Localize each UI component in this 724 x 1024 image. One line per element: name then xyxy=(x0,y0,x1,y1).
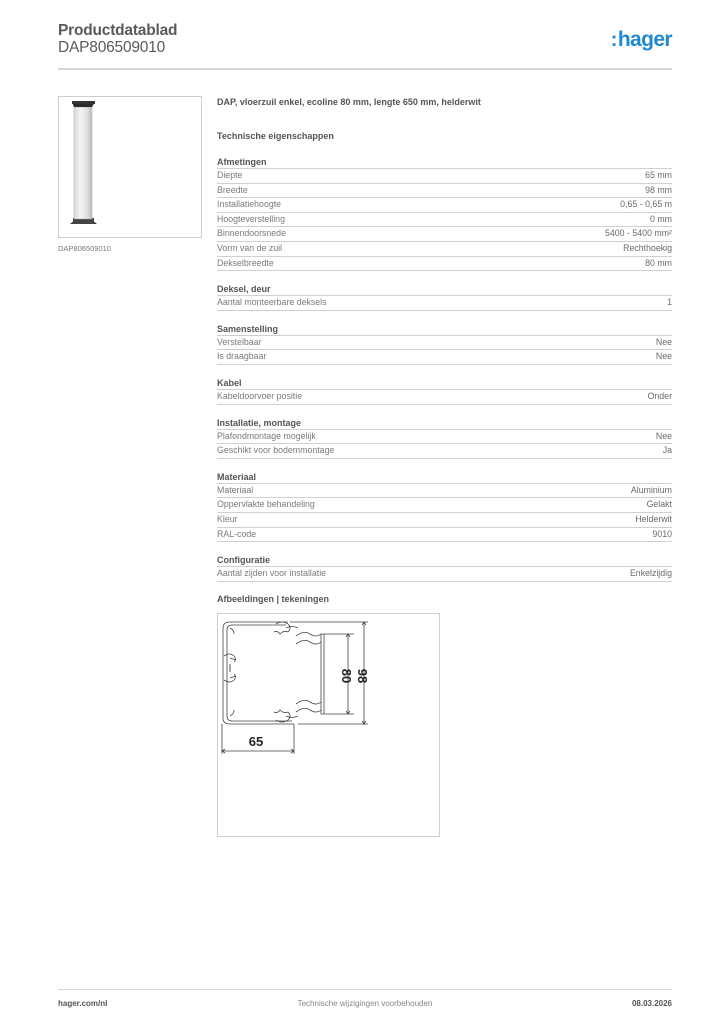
section-configuration xyxy=(217,554,672,582)
section-installation xyxy=(217,417,672,459)
spec-value: Gelakt xyxy=(646,499,672,510)
spec-row xyxy=(217,198,672,213)
spec-row xyxy=(217,390,672,405)
section-title: Kabel xyxy=(217,377,672,390)
spec-row xyxy=(217,350,672,365)
spec-row xyxy=(217,498,672,513)
dimension-outer-label: 98 xyxy=(355,668,370,684)
spec-label: Hoogteverstelling xyxy=(217,213,285,224)
spec-value: Enkelzijdig xyxy=(629,568,672,579)
drawings-title: Afbeeldingen | tekeningen xyxy=(217,594,330,604)
footer-date: 08.03.2026 xyxy=(631,999,672,1008)
spec-value: Nee xyxy=(655,336,672,347)
technical-drawing xyxy=(217,613,440,837)
spec-label: Verstelbaar xyxy=(217,336,262,347)
spec-value: Onder xyxy=(647,390,672,401)
dimension-width-label: 65 xyxy=(248,734,264,749)
product-image xyxy=(58,96,202,238)
cross-section-drawing xyxy=(218,614,441,838)
spec-row xyxy=(217,513,672,528)
spec-label: Kabeldoorvoer positie xyxy=(217,390,303,401)
section-title: Deksel, deur xyxy=(217,283,672,296)
spec-value: Rechthoekig xyxy=(623,242,672,253)
spec-label: Geschikt voor bodemmontage xyxy=(217,445,335,456)
spec-label: Aantal zijden voor installatie xyxy=(217,568,327,579)
spec-label: RAL-code xyxy=(217,528,257,539)
spec-row xyxy=(217,484,672,499)
spec-row xyxy=(217,567,672,582)
spec-row xyxy=(217,528,672,543)
spec-row xyxy=(217,213,672,228)
spec-row xyxy=(217,336,672,351)
spec-label: Dekselbreedte xyxy=(217,257,274,268)
document-title: Productdatablad xyxy=(58,22,178,39)
section-title: Afmetingen xyxy=(217,156,672,169)
spec-row xyxy=(217,169,672,184)
dimension-inner-label: 80 xyxy=(339,668,354,684)
spec-value: 5400 - 5400 mm² xyxy=(605,228,672,239)
spec-row xyxy=(217,444,672,459)
spec-label: Vorm van de zuil xyxy=(217,242,283,253)
spec-label: Materiaal xyxy=(217,484,254,495)
page-footer xyxy=(58,989,672,1015)
spec-label: Plafondmontage mogelijk xyxy=(217,430,316,441)
spec-label: Breedte xyxy=(217,184,248,195)
spec-value: 0 mm xyxy=(650,213,672,224)
spec-label: Diepte xyxy=(217,170,243,180)
section-title: Installatie, montage xyxy=(217,417,672,430)
spec-value: 80 mm xyxy=(645,257,672,268)
section-dimensions xyxy=(217,156,672,271)
spec-row xyxy=(217,430,672,445)
spec-row xyxy=(217,296,672,311)
spec-value: 0,65 - 0,65 m xyxy=(620,199,672,210)
spec-value: Nee xyxy=(655,351,672,362)
section-material xyxy=(217,471,672,542)
page-header xyxy=(58,22,672,70)
spec-row xyxy=(217,257,672,272)
image-caption: DAP806509010 xyxy=(58,244,111,253)
spec-value: 9010 xyxy=(652,528,672,539)
spec-row xyxy=(217,184,672,199)
technical-properties-title: Technische eigenschappen xyxy=(217,131,334,141)
spec-value: Ja xyxy=(662,445,672,456)
spec-value: 65 mm xyxy=(645,170,672,180)
spec-value: 98 mm xyxy=(645,184,672,195)
spec-label: Kleur xyxy=(217,513,238,524)
footer-website-link[interactable]: hager.com/nl xyxy=(58,999,108,1008)
section-title: Materiaal xyxy=(217,471,672,484)
spec-label: Binnendoorsnede xyxy=(217,228,286,239)
spec-value: Helderwit xyxy=(635,513,672,524)
spec-label: Aantal monteerbare deksels xyxy=(217,297,327,308)
spec-label: Installatiehoogte xyxy=(217,199,282,210)
spec-label: Is draagbaar xyxy=(217,351,267,362)
product-code: DAP806509010 xyxy=(58,39,166,56)
hager-logo: :hager xyxy=(610,28,672,51)
spec-value: Nee xyxy=(655,430,672,441)
section-cover-door xyxy=(217,283,672,311)
section-cable xyxy=(217,377,672,405)
spec-value: 1 xyxy=(667,297,672,308)
section-title: Samenstelling xyxy=(217,323,672,336)
section-title: Configuratie xyxy=(217,554,672,567)
floor-column-image xyxy=(59,97,203,239)
product-description: DAP, vloerzuil enkel, ecoline 80 mm, lengte 650 mm, helderwit xyxy=(217,97,481,107)
spec-label: Oppervlakte behandeling xyxy=(217,499,315,510)
spec-row xyxy=(217,242,672,257)
specifications xyxy=(217,96,672,582)
footer-notice: Technische wijzigingen voorbehouden xyxy=(297,999,433,1008)
section-composition xyxy=(217,323,672,365)
spec-row xyxy=(217,227,672,242)
spec-value: Aluminium xyxy=(630,484,672,495)
